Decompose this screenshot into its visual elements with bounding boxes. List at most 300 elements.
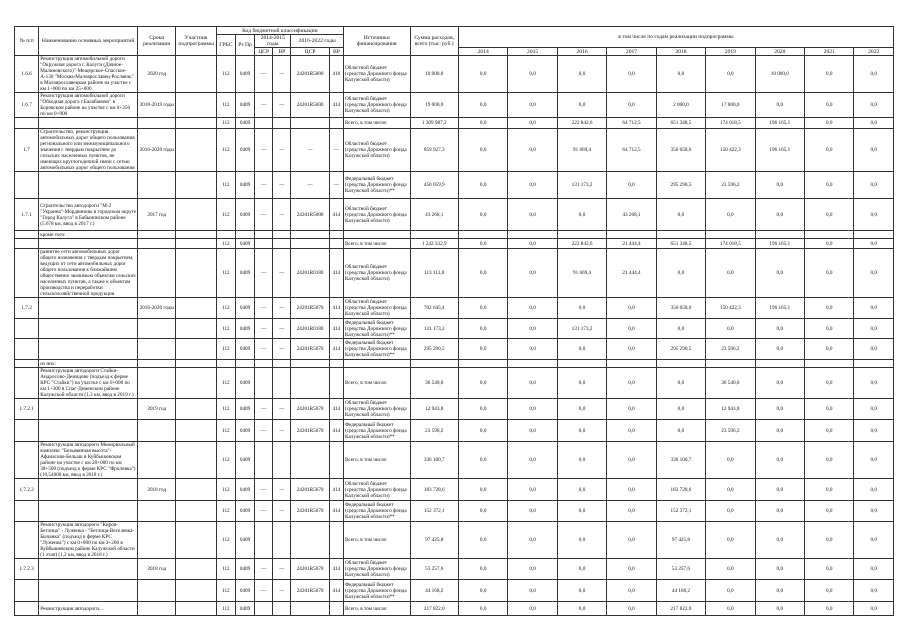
row-csr-1415 bbox=[255, 231, 273, 239]
table-row bbox=[15, 172, 894, 199]
row-vr: 414 bbox=[329, 399, 343, 420]
row-num bbox=[15, 522, 39, 559]
row-year-value: 0,0 bbox=[508, 56, 557, 93]
row-vr-1415 bbox=[273, 442, 291, 479]
row-grbs: 112 bbox=[216, 249, 235, 298]
row-year-value: 91 669,4 bbox=[557, 129, 606, 172]
row-participant bbox=[176, 580, 216, 602]
row-year-value: 0,0 bbox=[458, 339, 507, 360]
row-sum: 859 927,3 bbox=[410, 129, 458, 172]
row-year-value: 0,0 bbox=[458, 602, 507, 616]
row-year-value: 150 422,3 bbox=[706, 298, 755, 319]
row-term: 2017 год bbox=[138, 199, 176, 231]
header-byyears: в том числе по годам реализации подпрограммы bbox=[458, 27, 893, 48]
row-year-value: 53 257,6 bbox=[656, 559, 705, 580]
row-sum: 217 822,0 bbox=[410, 602, 458, 616]
row-year-value bbox=[508, 360, 557, 368]
row-name bbox=[39, 339, 138, 360]
row-participant bbox=[176, 420, 216, 442]
row-rzpr: 0409 bbox=[235, 199, 254, 231]
row-name: Реконструкция автомобильной дороги "Обходная дорога г.Балабаново" в Боровском районе на участке с км 0+250 по км 0+900 bbox=[39, 93, 138, 118]
row-participant bbox=[176, 602, 216, 616]
row-year-value: 0,0 bbox=[508, 118, 557, 129]
row-year-value: 0,0 bbox=[607, 559, 656, 580]
row-year-value: 0,0 bbox=[755, 249, 804, 298]
row-year-value: 0,0 bbox=[557, 559, 606, 580]
row-year-value: 0,0 bbox=[508, 420, 557, 442]
header-csr-2: ЦСР bbox=[291, 48, 329, 56]
row-year-value: 0,0 bbox=[805, 559, 854, 580]
row-term bbox=[138, 420, 176, 442]
row-csr-1415: — bbox=[255, 399, 273, 420]
row-sum: 53 257,6 bbox=[410, 559, 458, 580]
row-term: 2018 год bbox=[138, 479, 176, 501]
header-y1415: 2014-2015 годы bbox=[255, 35, 291, 48]
row-year-value: 0,0 bbox=[854, 580, 894, 602]
row-name bbox=[39, 172, 138, 199]
table-row bbox=[15, 602, 894, 616]
row-sum: 1 242 332,9 bbox=[410, 239, 458, 249]
row-grbs: 112 bbox=[216, 479, 235, 501]
row-year-value: 0,0 bbox=[508, 298, 557, 319]
row-term bbox=[138, 580, 176, 602]
row-year-value: 0,0 bbox=[706, 559, 755, 580]
row-participant bbox=[176, 118, 216, 129]
row-csr: 24201R0180 bbox=[291, 249, 329, 298]
row-grbs: 112 bbox=[216, 368, 235, 399]
row-source: Всего, в том числе: bbox=[343, 442, 410, 479]
row-vr-1415: — bbox=[273, 249, 291, 298]
row-year-value: 0,0 bbox=[805, 501, 854, 522]
row-csr-1415: — bbox=[255, 56, 273, 93]
row-year-value bbox=[557, 360, 606, 368]
row-year-value: 0,0 bbox=[805, 129, 854, 172]
row-name bbox=[39, 118, 138, 129]
row-year-value: 0,0 bbox=[706, 602, 755, 616]
row-year-value: 0,0 bbox=[557, 420, 606, 442]
row-year-value: 0,0 bbox=[557, 522, 606, 559]
row-source bbox=[343, 231, 410, 239]
row-csr-1415: — bbox=[255, 129, 273, 172]
row-csr: 24201R5670 bbox=[291, 580, 329, 602]
row-year-value: 0,0 bbox=[755, 522, 804, 559]
row-year-value: 295 290,5 bbox=[656, 339, 705, 360]
row-csr-1415 bbox=[255, 239, 273, 249]
row-year-value: 0,0 bbox=[854, 56, 894, 93]
row-csr-1415 bbox=[255, 368, 273, 399]
row-vr: 414 bbox=[329, 319, 343, 339]
row-vr: 414 bbox=[329, 420, 343, 442]
row-rzpr: 0409 bbox=[235, 172, 254, 199]
row-year-value: 651 348,5 bbox=[656, 118, 705, 129]
row-csr: 24201R5670 bbox=[291, 559, 329, 580]
row-num: 1.6.6 bbox=[15, 56, 39, 93]
row-year-value: 0,0 bbox=[805, 319, 854, 339]
row-year-value: 0,0 bbox=[458, 522, 507, 559]
row-year-value: 10 000,0 bbox=[755, 56, 804, 93]
row-vr bbox=[329, 239, 343, 249]
row-year-value: 0,0 bbox=[755, 199, 804, 231]
row-rzpr: 0409 bbox=[235, 319, 254, 339]
row-year-value: 0,0 bbox=[607, 298, 656, 319]
header-terms: Сроки реализации bbox=[138, 27, 176, 56]
row-year-value: 0,0 bbox=[458, 249, 507, 298]
row-year-value: 196 165,1 bbox=[755, 118, 804, 129]
row-year-value bbox=[557, 231, 606, 239]
row-vr bbox=[329, 442, 343, 479]
row-vr-1415 bbox=[273, 522, 291, 559]
header-sources: Источники финансирования bbox=[343, 27, 410, 56]
row-vr: 414 bbox=[329, 501, 343, 522]
row-sum: 295 290,5 bbox=[410, 339, 458, 360]
table-row bbox=[15, 420, 894, 442]
row-vr: 414 bbox=[329, 479, 343, 501]
row-year-value: 0,0 bbox=[854, 118, 894, 129]
row-csr: 24201R5670 bbox=[291, 501, 329, 522]
budget-table bbox=[14, 26, 894, 616]
row-vr-1415: — bbox=[273, 199, 291, 231]
row-year-value: 0,0 bbox=[458, 501, 507, 522]
row-year-value: 0,0 bbox=[508, 339, 557, 360]
row-year-value: 23 596,2 bbox=[706, 420, 755, 442]
row-year-value: 64 712,5 bbox=[607, 129, 656, 172]
table-row bbox=[15, 360, 894, 368]
row-csr-1415: — bbox=[255, 199, 273, 231]
header-participant: Участник подпрограммы bbox=[176, 27, 216, 56]
row-year-value: 0,0 bbox=[854, 172, 894, 199]
row-year-value: 0,0 bbox=[656, 368, 705, 399]
row-term: 2016-2020 годы bbox=[138, 129, 176, 172]
row-csr bbox=[291, 522, 329, 559]
row-rzpr: 0409 bbox=[235, 129, 254, 172]
row-year-value: 23 596,2 bbox=[706, 172, 755, 199]
row-year-value: 0,0 bbox=[508, 559, 557, 580]
row-vr: 416 bbox=[329, 56, 343, 93]
row-year-value: 0,0 bbox=[805, 442, 854, 479]
row-year-value: 0,0 bbox=[805, 339, 854, 360]
row-year-value: 0,0 bbox=[508, 172, 557, 199]
row-csr-1415: — bbox=[255, 249, 273, 298]
row-source: Федеральный бюджет (средства Дорожного фонда Калужской области)** bbox=[343, 339, 410, 360]
row-year-value: 0,0 bbox=[706, 319, 755, 339]
row-participant bbox=[176, 339, 216, 360]
row-year-value: 0,0 bbox=[854, 319, 894, 339]
row-name bbox=[39, 420, 138, 442]
row-vr: 414 bbox=[329, 249, 343, 298]
row-year-value: 196 165,1 bbox=[755, 129, 804, 172]
row-sum: 36 540,0 bbox=[410, 368, 458, 399]
row-source: Областной бюджет (средства Дорожного фонда Калужской области) bbox=[343, 399, 410, 420]
row-name bbox=[39, 319, 138, 339]
row-year-value: 0,0 bbox=[557, 368, 606, 399]
row-year-value: 0,0 bbox=[854, 559, 894, 580]
row-vr-1415: — bbox=[273, 56, 291, 93]
table-row bbox=[15, 559, 894, 580]
row-vr-1415: — bbox=[273, 93, 291, 118]
row-year-value bbox=[458, 360, 507, 368]
row-sum: 23 596,2 bbox=[410, 420, 458, 442]
row-num bbox=[15, 501, 39, 522]
row-grbs: 112 bbox=[216, 522, 235, 559]
row-num: 1.6.7 bbox=[15, 93, 39, 118]
row-year-value: 0,0 bbox=[805, 479, 854, 501]
row-year-value: 0,0 bbox=[607, 479, 656, 501]
row-year-value: 0,0 bbox=[854, 479, 894, 501]
row-source: Областной бюджет (средства Дорожного фонда Калужской области) bbox=[343, 56, 410, 93]
header-grbs: ГРБС bbox=[216, 35, 235, 56]
table-row bbox=[15, 239, 894, 249]
row-term bbox=[138, 319, 176, 339]
row-year-value: 0,0 bbox=[458, 298, 507, 319]
row-grbs: 112 bbox=[216, 501, 235, 522]
row-year-value: 0,0 bbox=[706, 580, 755, 602]
row-term bbox=[138, 442, 176, 479]
row-term bbox=[138, 602, 176, 616]
row-vr-1415: — bbox=[273, 580, 291, 602]
row-year-value: 183 728,6 bbox=[656, 479, 705, 501]
row-year-value: 12 943,8 bbox=[706, 399, 755, 420]
row-year-value bbox=[607, 231, 656, 239]
row-year-value: 0,0 bbox=[508, 319, 557, 339]
row-year-value: 0,0 bbox=[557, 501, 606, 522]
row-year-value: 91 669,4 bbox=[557, 249, 606, 298]
row-participant bbox=[176, 501, 216, 522]
row-year-value: 0,0 bbox=[805, 249, 854, 298]
row-vr: — bbox=[329, 129, 343, 172]
row-csr: — bbox=[291, 129, 329, 172]
row-year-value: 0,0 bbox=[755, 93, 804, 118]
row-vr-1415: — bbox=[273, 559, 291, 580]
row-csr: 24201R5670 bbox=[291, 420, 329, 442]
row-num bbox=[15, 319, 39, 339]
row-year-value: 64 712,5 bbox=[607, 118, 656, 129]
row-grbs: 112 bbox=[216, 56, 235, 93]
row-year-value: 0,0 bbox=[656, 420, 705, 442]
row-csr-1415: — bbox=[255, 501, 273, 522]
row-csr bbox=[291, 118, 329, 129]
row-rzpr: 0409 bbox=[235, 56, 254, 93]
row-source: Областной бюджет (средства Дорожного фонда Калужской области) bbox=[343, 199, 410, 231]
row-rzpr: 0409 bbox=[235, 442, 254, 479]
row-term bbox=[138, 249, 176, 298]
row-vr: 414 bbox=[329, 93, 343, 118]
row-year-value: 0,0 bbox=[508, 249, 557, 298]
row-grbs: 112 bbox=[216, 399, 235, 420]
row-num: 1.7 bbox=[15, 129, 39, 172]
header-num: № п/п bbox=[15, 27, 39, 56]
header-rzpr: Рз Пр bbox=[235, 35, 254, 56]
row-year-value: 0,0 bbox=[656, 199, 705, 231]
row-name: из них: bbox=[39, 360, 138, 368]
row-year-value: 97 425,8 bbox=[656, 522, 705, 559]
row-name: Реконструкция автомобильной дороги "Окружная дорога г. Калуги (Дачное-Малиновского)"-Мещерское-Спасское-А-130 "Москва-Малоярославец-Рославль" в Малоярославецком районе на участке с км 1+000 по км 25+000 bbox=[39, 56, 138, 93]
row-year-value: 0,0 bbox=[557, 602, 606, 616]
row-csr bbox=[291, 368, 329, 399]
row-sum: 19 000,0 bbox=[410, 93, 458, 118]
row-year-value: 0,0 bbox=[557, 479, 606, 501]
header-year: 2019 bbox=[706, 48, 755, 56]
row-csr: — bbox=[291, 172, 329, 199]
row-year-value: 0,0 bbox=[458, 399, 507, 420]
row-grbs: 112 bbox=[216, 559, 235, 580]
row-vr-1415: — bbox=[273, 479, 291, 501]
row-term bbox=[138, 118, 176, 129]
row-csr bbox=[291, 442, 329, 479]
row-num: 1.7.2.3 bbox=[15, 559, 39, 580]
header-year: 2017 bbox=[607, 48, 656, 56]
row-year-value: 0,0 bbox=[458, 56, 507, 93]
row-year-value bbox=[854, 231, 894, 239]
row-num bbox=[15, 118, 39, 129]
row-year-value: 0,0 bbox=[854, 442, 894, 479]
row-term bbox=[138, 172, 176, 199]
row-grbs: 112 bbox=[216, 118, 235, 129]
row-num bbox=[15, 339, 39, 360]
row-year-value: 0,0 bbox=[854, 522, 894, 559]
row-year-value bbox=[755, 231, 804, 239]
row-csr bbox=[291, 602, 329, 616]
row-year-value: 0,0 bbox=[557, 399, 606, 420]
row-year-value: 0,0 bbox=[607, 602, 656, 616]
row-num: 1.7.2.2 bbox=[15, 479, 39, 501]
row-year-value: 0,0 bbox=[656, 56, 705, 93]
row-year-value: 0,0 bbox=[458, 442, 507, 479]
row-sum: 97 425,8 bbox=[410, 522, 458, 559]
row-year-value: 0,0 bbox=[854, 199, 894, 231]
row-csr-1415: — bbox=[255, 172, 273, 199]
row-year-value: 0,0 bbox=[805, 298, 854, 319]
row-source: Областной бюджет (средства Дорожного фонда Калужской области) bbox=[343, 129, 410, 172]
row-num bbox=[15, 442, 39, 479]
row-year-value: 0,0 bbox=[458, 368, 507, 399]
row-rzpr bbox=[235, 360, 254, 368]
header-kbk: Код бюджетной классификации bbox=[216, 27, 343, 35]
row-rzpr: 0409 bbox=[235, 298, 254, 319]
row-year-value: 0,0 bbox=[508, 442, 557, 479]
row-vr-1415 bbox=[273, 231, 291, 239]
row-year-value bbox=[656, 360, 705, 368]
row-year-value: 0,0 bbox=[458, 93, 507, 118]
row-sum: 10 000,0 bbox=[410, 56, 458, 93]
row-year-value: 0,0 bbox=[607, 580, 656, 602]
row-name: Строительство автодороги "М-3 "Украина"-Мордвиново в городском округе "Город Калуга" в Бабынинском районе (5,678 км, ввод в 2017 г.) bbox=[39, 199, 138, 231]
row-source: Федеральный бюджет (средства Дорожного фонда Калужской области)** bbox=[343, 420, 410, 442]
row-year-value: 0,0 bbox=[755, 559, 804, 580]
row-source: Областной бюджет (средства Дорожного фонда Калужской области) bbox=[343, 93, 410, 118]
row-csr bbox=[291, 360, 329, 368]
row-rzpr: 0409 bbox=[235, 479, 254, 501]
row-term: 2018-2019 годы bbox=[138, 93, 176, 118]
row-vr-1415: — bbox=[273, 129, 291, 172]
row-year-value: 0,0 bbox=[805, 118, 854, 129]
row-grbs: 112 bbox=[216, 339, 235, 360]
row-grbs: 112 bbox=[216, 580, 235, 602]
row-year-value: 0,0 bbox=[854, 239, 894, 249]
row-rzpr: 0409 bbox=[235, 239, 254, 249]
row-source bbox=[343, 360, 410, 368]
row-term bbox=[138, 339, 176, 360]
row-source: Областной бюджет (средства Дорожного фонда Калужской области) bbox=[343, 249, 410, 298]
row-name bbox=[39, 399, 138, 420]
row-year-value: 0,0 bbox=[755, 368, 804, 399]
row-vr-1415: — bbox=[273, 319, 291, 339]
row-vr: 414 bbox=[329, 199, 343, 231]
table-row bbox=[15, 129, 894, 172]
row-year-value: 0,0 bbox=[607, 339, 656, 360]
row-year-value: 0,0 bbox=[706, 479, 755, 501]
row-year-value: 0,0 bbox=[805, 199, 854, 231]
row-participant bbox=[176, 442, 216, 479]
row-csr-1415: — bbox=[255, 580, 273, 602]
row-source: Всего, в том числе: bbox=[343, 522, 410, 559]
header-csr-1: ЦСР bbox=[255, 48, 273, 56]
row-rzpr: 0409 bbox=[235, 118, 254, 129]
row-year-value: 43 268,1 bbox=[607, 199, 656, 231]
row-year-value: 0,0 bbox=[557, 93, 606, 118]
row-sum: 336 100,7 bbox=[410, 442, 458, 479]
row-name bbox=[39, 239, 138, 249]
row-year-value: 0,0 bbox=[854, 420, 894, 442]
row-vr bbox=[329, 522, 343, 559]
row-grbs: 112 bbox=[216, 420, 235, 442]
row-participant bbox=[176, 399, 216, 420]
header-year: 2022 bbox=[854, 48, 894, 56]
row-year-value: 356 058,0 bbox=[656, 298, 705, 319]
row-grbs: 112 bbox=[216, 129, 235, 172]
row-term: 2016-2020 годы bbox=[138, 298, 176, 319]
row-year-value: 0,0 bbox=[458, 559, 507, 580]
row-participant bbox=[176, 231, 216, 239]
row-year-value: 21 444,4 bbox=[607, 249, 656, 298]
row-term bbox=[138, 231, 176, 239]
row-rzpr bbox=[235, 231, 254, 239]
row-term bbox=[138, 368, 176, 399]
row-year-value: 23 596,2 bbox=[706, 339, 755, 360]
row-year-value: 0,0 bbox=[508, 602, 557, 616]
row-vr: 414 bbox=[329, 339, 343, 360]
row-csr-1415: — bbox=[255, 298, 273, 319]
table-row bbox=[15, 56, 894, 93]
row-sum: 450 059,9 bbox=[410, 172, 458, 199]
table-row bbox=[15, 249, 894, 298]
row-participant bbox=[176, 559, 216, 580]
row-year-value: 0,0 bbox=[755, 479, 804, 501]
row-csr: 24201R5670 bbox=[291, 298, 329, 319]
row-source: Областной бюджет (средства Дорожного фонда Калужской области) bbox=[343, 298, 410, 319]
row-participant bbox=[176, 522, 216, 559]
row-grbs: 112 bbox=[216, 239, 235, 249]
table-row bbox=[15, 339, 894, 360]
row-year-value: 0,0 bbox=[607, 319, 656, 339]
row-source: Федеральный бюджет (средства Дорожного фонда Калужской области)** bbox=[343, 580, 410, 602]
row-csr-1415 bbox=[255, 602, 273, 616]
row-year-value: 0,0 bbox=[458, 420, 507, 442]
row-vr bbox=[329, 368, 343, 399]
row-year-value: 0,0 bbox=[755, 420, 804, 442]
row-csr-1415: — bbox=[255, 420, 273, 442]
row-source: Областной бюджет (средства Дорожного фонда Калужской области) bbox=[343, 559, 410, 580]
row-year-value: 0,0 bbox=[805, 56, 854, 93]
row-year-value: 0,0 bbox=[557, 580, 606, 602]
row-grbs: 112 bbox=[216, 199, 235, 231]
row-rzpr: 0409 bbox=[235, 249, 254, 298]
row-year-value: 295 290,5 bbox=[656, 172, 705, 199]
row-year-value: 36 540,0 bbox=[706, 368, 755, 399]
row-rzpr: 0409 bbox=[235, 93, 254, 118]
row-year-value: 0,0 bbox=[656, 399, 705, 420]
row-year-value: 0,0 bbox=[805, 580, 854, 602]
row-csr-1415: — bbox=[255, 93, 273, 118]
